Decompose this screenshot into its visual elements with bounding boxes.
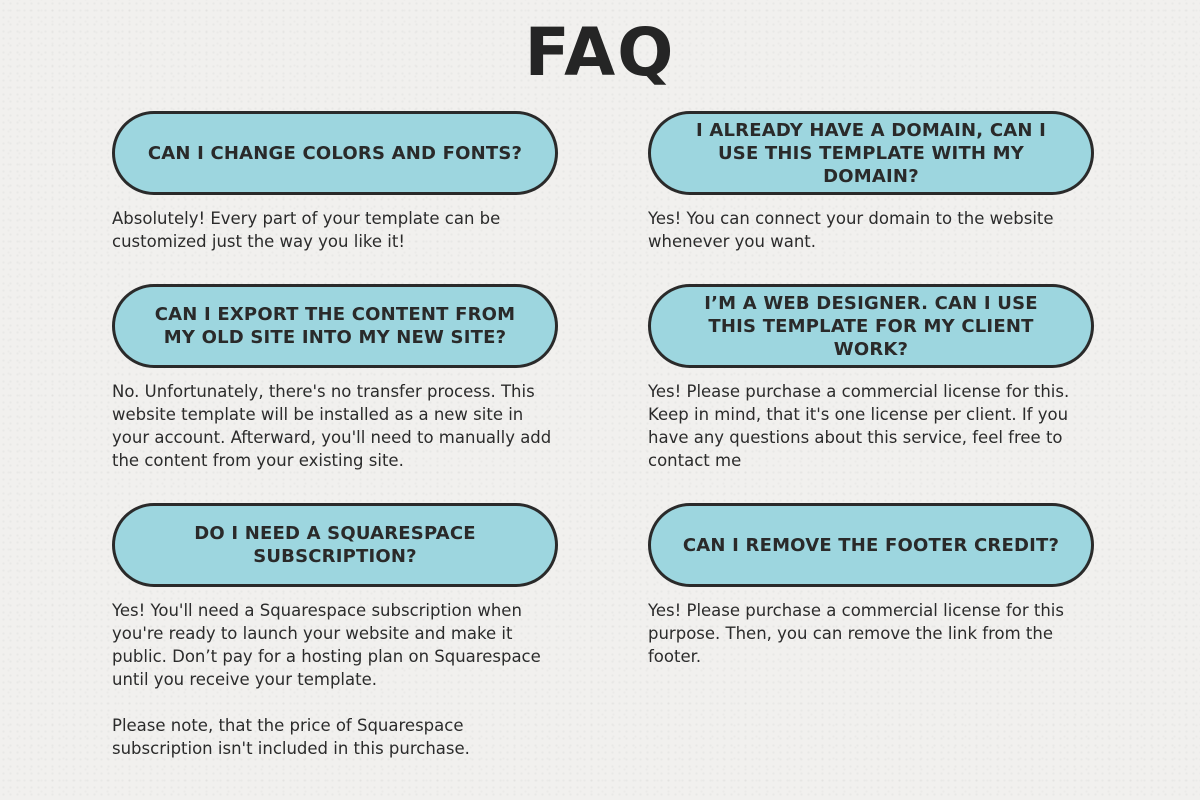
faq-item-export-content [112, 284, 562, 472]
faq-answer [648, 207, 1098, 253]
faq-answer [112, 599, 562, 760]
faq-question-pill: DO I NEED A SQUARESPACE SUBSCRIPTION? [112, 503, 558, 587]
faq-item-change-colors [112, 111, 562, 253]
faq-answer-paragraph: Yes! You'll need a Squarespace subscription when you're ready to launch your website and make it public. Don’t pay for a hosting plan on Squarespace until you receive your template. [112, 601, 541, 689]
faq-item-footer-credit [648, 503, 1098, 668]
faq-answer-paragraph: Yes! You can connect your domain to the website whenever you want. [648, 209, 1054, 251]
faq-question-pill: I ALREADY HAVE A DOMAIN, CAN I USE THIS TEMPLATE WITH MY DOMAIN? [648, 111, 1094, 195]
page-title: FAQ [524, 14, 676, 91]
faq-item-web-designer [648, 284, 1098, 472]
faq-item-squarespace-subscription [112, 503, 562, 760]
faq-question-pill: CAN I CHANGE COLORS AND FONTS? [112, 111, 558, 195]
faq-answer-paragraph: Yes! Please purchase a commercial license for this purpose. Then, you can remove the link from the footer. [648, 601, 1064, 666]
faq-question-pill: CAN I EXPORT THE CONTENT FROM MY OLD SITE INTO MY NEW SITE? [112, 284, 558, 368]
faq-answer-paragraph: No. Unfortunately, there's no transfer process. This website template will be installed as a new site in your account. Afterward, you'll need to manually add the content from your existing site. [112, 382, 552, 470]
faq-answer [112, 380, 562, 472]
faq-answer-paragraph: Absolutely! Every part of your template can be customized just the way you like it! [112, 209, 501, 251]
faq-answer [648, 599, 1098, 668]
faq-answer [648, 380, 1098, 472]
faq-answer-paragraph: Please note, that the price of Squarespace subscription isn't included in this purchase. [112, 716, 470, 758]
faq-answer-paragraph: Yes! Please purchase a commercial license for this. Keep in mind, that it's one license per client. If you have any questions about this service, feel free to contact me [648, 382, 1070, 470]
faq-item-existing-domain [648, 111, 1098, 253]
faq-question-pill: CAN I REMOVE THE FOOTER CREDIT? [648, 503, 1094, 587]
faq-answer [112, 207, 562, 253]
faq-question-pill: I’M A WEB DESIGNER. CAN I USE THIS TEMPLATE FOR MY CLIENT WORK? [648, 284, 1094, 368]
